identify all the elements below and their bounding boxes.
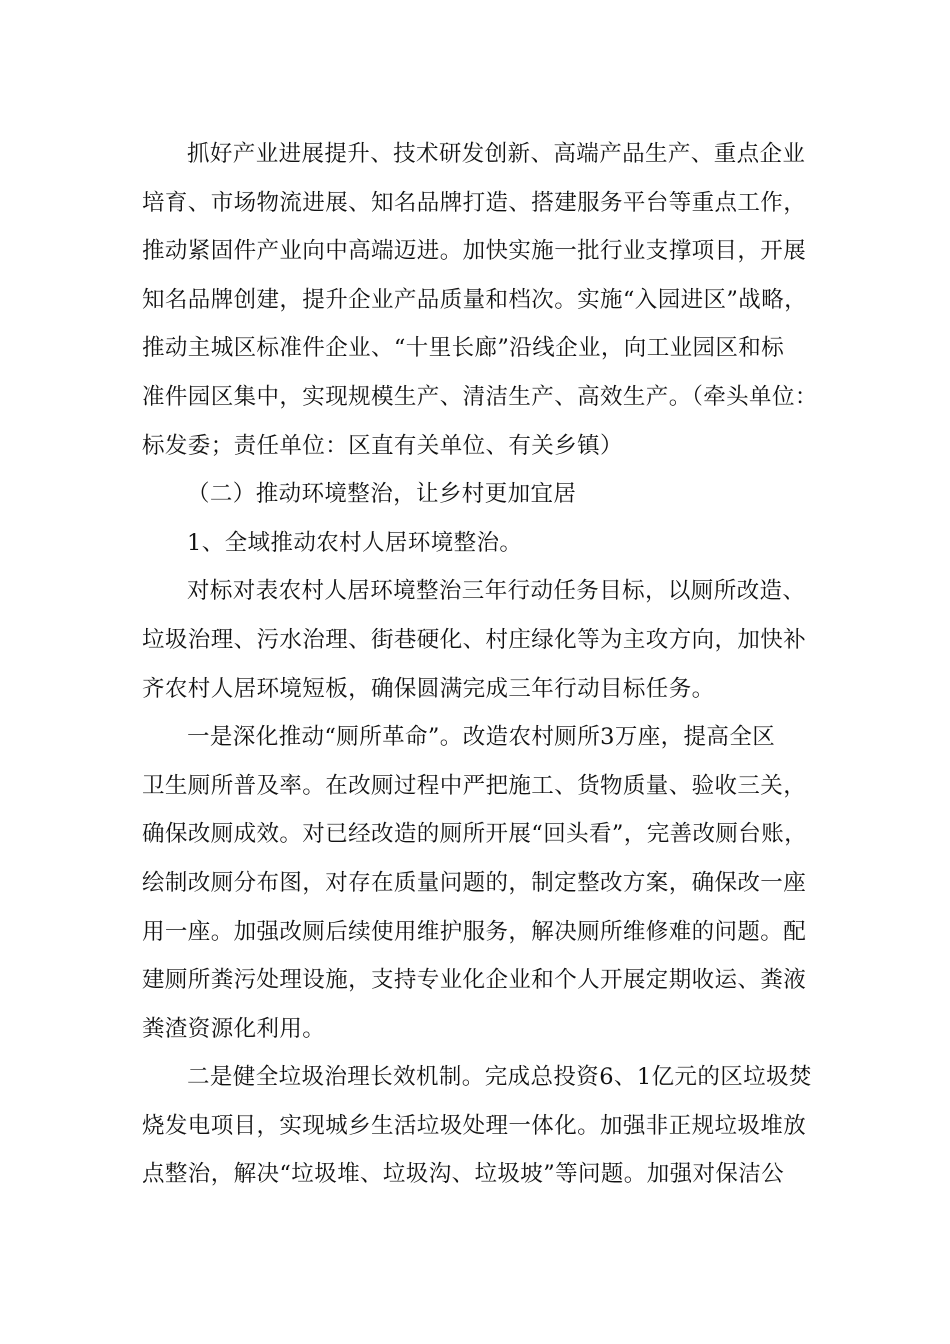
text-line: 标发委；责任单位：区直有关单位、有关乡镇） <box>142 432 623 459</box>
paragraph-three-year-plan <box>142 567 826 713</box>
section-heading <box>142 470 826 519</box>
text-line: 一是深化推动“厕所革命”。改造农村厕所3万座，提高全区 <box>187 724 776 751</box>
text-line: 点整治，解决“垃圾堆、垃圾沟、垃圾坡”等问题。加强对保洁公 <box>142 1161 785 1188</box>
subsection-heading-text: 1、全域推动农村人居环境整治。 <box>187 529 523 556</box>
text-line: 抓好产业进展提升、技术研发创新、高端产品生产、重点企业 <box>187 141 806 167</box>
text-line: 准件园区集中，实现规模生产、清洁生产、高效生产。（牵头单位： <box>142 383 818 410</box>
text-line: 对标对表农村人居环境整治三年行动任务目标，以厕所改造、 <box>187 578 806 605</box>
document-body <box>142 130 826 1199</box>
text-line: 知名品牌创建，提升企业产品质量和档次。实施“入园进区”战略， <box>142 286 808 313</box>
paragraph-toilet-revolution <box>142 713 826 1053</box>
text-line: 卫生厕所普及率。在改厕过程中严把施工、货物质量、验收三关， <box>142 772 807 799</box>
subsection-heading <box>142 519 826 568</box>
text-line: 垃圾治理、污水治理、街巷硬化、村庄绿化等为主攻方向，加快补 <box>142 626 807 653</box>
text-line: 确保改厕成效。对已经改造的厕所开展“回头看”，完善改厕台账， <box>142 821 808 848</box>
text-line: 推动主城区标准件企业、“十里长廊”沿线企业，向工业园区和标 <box>142 335 785 362</box>
text-line: 建厕所粪污处理设施，支持专业化企业和个人开展定期收运、粪液 <box>142 967 807 994</box>
text-line: 推动紧固件产业向中高端迈进。加快实施一批行业支撑项目，开展 <box>142 238 807 265</box>
section-heading-text: （二）推动环境整治，让乡村更加宜居 <box>187 481 577 508</box>
text-line: 用一座。加强改厕后续使用维护服务，解决厕所维修难的问题。配 <box>142 918 807 945</box>
text-line: 齐农村人居环境短板，确保圆满完成三年行动目标任务。 <box>142 675 715 702</box>
text-line: 烧发电项目，实现城乡生活垃圾处理一体化。加强非正规垃圾堆放 <box>142 1112 807 1139</box>
text-line: 二是健全垃圾治理长效机制。完成总投资6、1亿元的区垃圾焚 <box>187 1064 812 1091</box>
paragraph-industry-upgrade <box>142 130 826 470</box>
text-line: 绘制改厕分布图，对存在质量问题的，制定整改方案，确保改一座 <box>142 869 807 896</box>
text-line: 粪渣资源化利用。 <box>142 1015 326 1042</box>
paragraph-garbage-governance <box>142 1053 826 1199</box>
text-line: 培育、市场物流进展、知名品牌打造、搭建服务平台等重点工作， <box>142 189 807 216</box>
